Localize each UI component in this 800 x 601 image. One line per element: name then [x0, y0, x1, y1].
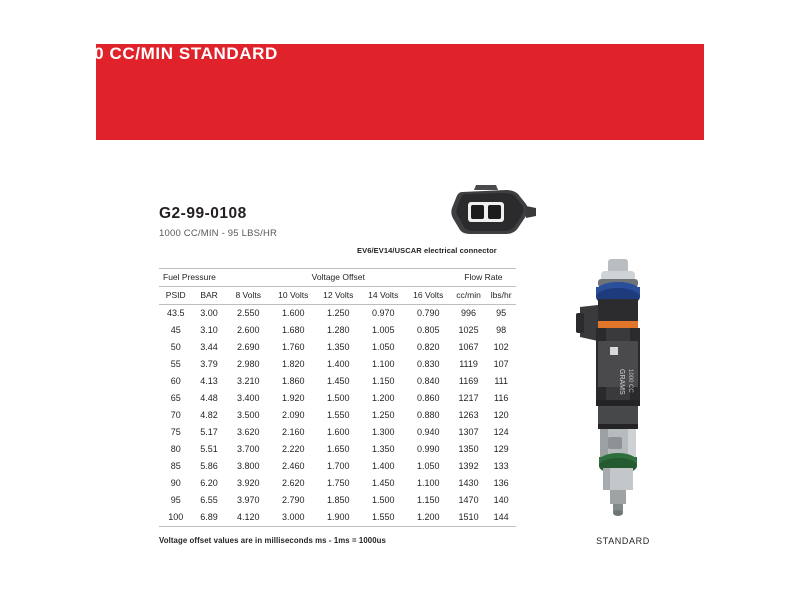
- cell-bar: 6.55: [200, 495, 218, 505]
- table-row: [159, 322, 516, 339]
- connector-image: [440, 182, 670, 247]
- cell-psid: 45: [170, 325, 181, 335]
- cell-v16: 1.050: [417, 461, 440, 471]
- cell-ccmin: 1067: [458, 342, 479, 352]
- cell-ccmin: 1217: [458, 393, 479, 403]
- cell-lbshr: 140: [493, 495, 509, 505]
- table-row: [159, 356, 516, 373]
- cell-v16: 0.820: [417, 342, 440, 352]
- cell-bar: 6.89: [192, 509, 225, 527]
- cell-v8: 2.980: [236, 359, 260, 369]
- cell-bar: 3.44: [200, 342, 218, 352]
- cell-lbshr: 95: [496, 308, 507, 318]
- cell-v8: 3.210: [236, 376, 260, 386]
- svg-text:1000 CC: 1000 CC: [627, 369, 633, 393]
- cell-lbshr: 120: [493, 410, 509, 420]
- cell-bar: 4.82: [200, 410, 218, 420]
- column-header-lbshr: lbs/hr: [486, 287, 516, 305]
- cell-v10: 1.860: [281, 376, 305, 386]
- column-header-8-volts: 8 Volts: [226, 287, 271, 305]
- cell-ccmin: 1025: [458, 325, 479, 335]
- cell-v10: 2.090: [281, 410, 305, 420]
- table-group-header-row: [159, 269, 516, 287]
- spec-table: [159, 268, 516, 527]
- cell-bar: 5.17: [200, 427, 218, 437]
- cell-lbshr: 129: [493, 444, 509, 454]
- cell-v12: 1.350: [327, 342, 350, 352]
- cell-v8: 3.700: [236, 444, 260, 454]
- cell-psid: 65: [170, 393, 181, 403]
- column-header-10-volts: 10 Volts: [271, 287, 316, 305]
- cell-v14: 1.450: [372, 478, 395, 488]
- cell-lbshr: 107: [493, 359, 509, 369]
- table-row: [159, 475, 516, 492]
- cell-v16: 0.840: [417, 376, 440, 386]
- cell-lbshr: 124: [493, 427, 509, 437]
- column-header-psid: PSID: [159, 287, 192, 305]
- cell-v12: 1.280: [327, 325, 350, 335]
- table-row: [159, 373, 516, 390]
- table-header-row: [159, 287, 516, 305]
- cell-v12: 1.250: [327, 308, 350, 318]
- cell-psid: 50: [170, 342, 181, 352]
- cell-v14: 1.400: [372, 461, 395, 471]
- cell-v12: 1.850: [327, 495, 350, 505]
- cell-v10: 2.790: [281, 495, 305, 505]
- group-header-voltage-offset: Voltage Offset: [226, 269, 451, 287]
- cell-v16: 1.200: [406, 509, 451, 527]
- cell-ccmin: 1263: [458, 410, 479, 420]
- cell-psid: 85: [170, 461, 181, 471]
- table-row: [159, 407, 516, 424]
- cell-v14: 1.250: [372, 410, 395, 420]
- cell-v12: 1.600: [327, 427, 350, 437]
- group-header-fuel-pressure: Fuel Pressure: [159, 269, 226, 287]
- cell-bar: 3.79: [200, 359, 218, 369]
- cell-ccmin: 1307: [458, 427, 479, 437]
- cell-psid: 70: [170, 410, 181, 420]
- cell-psid: 55: [170, 359, 181, 369]
- cell-lbshr: 136: [493, 478, 509, 488]
- cell-v16: 0.790: [417, 308, 440, 318]
- cell-v12: 1.750: [327, 478, 350, 488]
- cell-lbshr: 111: [494, 376, 508, 386]
- svg-text:GRAMS: GRAMS: [618, 369, 625, 395]
- cell-v8: 3.400: [236, 393, 260, 403]
- cell-v12: 1.550: [327, 410, 350, 420]
- cell-v12: 1.500: [327, 393, 350, 403]
- cell-v16: 1.100: [417, 478, 440, 488]
- cell-psid: 80: [170, 444, 181, 454]
- cell-ccmin: 1392: [458, 461, 479, 471]
- cell-v14: 1.100: [372, 359, 395, 369]
- cell-v14: 1.005: [372, 325, 395, 335]
- cell-v10: 2.160: [281, 427, 305, 437]
- cell-bar: 5.86: [200, 461, 218, 471]
- cell-psid: 100: [159, 509, 192, 527]
- cell-v8: 3.620: [236, 427, 260, 437]
- column-header-14-volts: 14 Volts: [361, 287, 406, 305]
- cell-v10: 3.000: [271, 509, 316, 527]
- cell-v16: 0.860: [417, 393, 440, 403]
- injector-image: [540, 255, 720, 555]
- cell-lbshr: 133: [493, 461, 509, 471]
- column-header-ccmin: cc/min: [451, 287, 487, 305]
- page-title: 1000 CC/MIN STANDARD: [64, 44, 278, 63]
- cell-v10: 2.220: [281, 444, 305, 454]
- cell-v12: 1.700: [327, 461, 350, 471]
- cell-ccmin: 996: [461, 308, 477, 318]
- cell-v14: 1.350: [372, 444, 395, 454]
- table-row: [159, 424, 516, 441]
- cell-lbshr: 116: [493, 393, 509, 403]
- table-row: [159, 390, 516, 407]
- connector-caption: EV6/EV14/USCAR electrical connector: [357, 246, 497, 255]
- cell-ccmin: 1470: [458, 495, 479, 505]
- cell-lbshr: 144: [486, 509, 516, 527]
- footnote: Voltage offset values are in milliseconds ms - 1ms = 1000us: [159, 536, 386, 545]
- cell-v16: 1.150: [417, 495, 440, 505]
- table-row: [159, 509, 516, 527]
- cell-v8: 3.970: [236, 495, 260, 505]
- cell-bar: 4.48: [200, 393, 218, 403]
- cell-v14: 1.550: [361, 509, 406, 527]
- part-subtitle: 1000 CC/MIN - 95 LBS/HR: [159, 228, 278, 239]
- cell-lbshr: 98: [496, 325, 507, 335]
- cell-ccmin: 1119: [459, 359, 478, 369]
- cell-v14: 1.150: [372, 376, 395, 386]
- fuel-injector-icon: [540, 255, 720, 555]
- cell-ccmin: 1430: [458, 478, 479, 488]
- cell-bar: 6.20: [200, 478, 218, 488]
- cell-v14: 1.050: [372, 342, 395, 352]
- cell-ccmin: 1169: [458, 376, 479, 386]
- cell-v16: 0.940: [417, 427, 440, 437]
- cell-v12: 1.450: [327, 376, 350, 386]
- cell-v10: 1.680: [281, 325, 305, 335]
- cell-v8: 2.600: [236, 325, 260, 335]
- cell-bar: 4.13: [200, 376, 218, 386]
- cell-v10: 1.760: [281, 342, 305, 352]
- cell-v10: 2.620: [281, 478, 305, 488]
- cell-v12: 1.650: [327, 444, 350, 454]
- part-number: G2-99-0108: [159, 205, 247, 222]
- column-header-12-volts: 12 Volts: [316, 287, 361, 305]
- cell-lbshr: 102: [493, 342, 509, 352]
- cell-v8: 2.550: [236, 308, 260, 318]
- cell-bar: 3.10: [200, 325, 218, 335]
- cell-v10: 1.920: [281, 393, 305, 403]
- cell-v14: 1.200: [372, 393, 395, 403]
- cell-ccmin: 1510: [451, 509, 487, 527]
- cell-psid: 60: [170, 376, 181, 386]
- table-row: [159, 339, 516, 356]
- cell-v14: 1.300: [372, 427, 395, 437]
- table-row: [159, 492, 516, 509]
- cell-bar: 5.51: [200, 444, 218, 454]
- cell-v16: 0.990: [417, 444, 440, 454]
- column-header-bar: BAR: [192, 287, 225, 305]
- cell-bar: 3.00: [200, 308, 218, 318]
- table-row: [159, 305, 516, 323]
- cell-v8: 2.690: [236, 342, 260, 352]
- column-header-16-volts: 16 Volts: [406, 287, 451, 305]
- cell-psid: 90: [170, 478, 181, 488]
- cell-v16: 0.830: [417, 359, 440, 369]
- cell-v12: 1.900: [316, 509, 361, 527]
- cell-v16: 0.805: [417, 325, 440, 335]
- cell-v8: 4.120: [226, 509, 271, 527]
- cell-v10: 1.600: [281, 308, 305, 318]
- cell-v10: 2.460: [281, 461, 305, 471]
- cell-v16: 0.880: [417, 410, 440, 420]
- cell-v10: 1.820: [281, 359, 305, 369]
- cell-v12: 1.400: [327, 359, 350, 369]
- cell-ccmin: 1350: [458, 444, 479, 454]
- injector-connector-icon: [440, 182, 550, 242]
- table-row: [159, 458, 516, 475]
- cell-v14: 0.970: [372, 308, 395, 318]
- cell-v8: 3.500: [236, 410, 260, 420]
- table-row: [159, 441, 516, 458]
- cell-v8: 3.800: [236, 461, 260, 471]
- group-header-flow-rate: Flow Rate: [451, 269, 516, 287]
- cell-v14: 1.500: [372, 495, 395, 505]
- injector-caption: STANDARD: [596, 536, 650, 546]
- cell-psid: 75: [170, 427, 181, 437]
- cell-psid: 95: [170, 495, 181, 505]
- cell-psid: 43.5: [166, 308, 185, 318]
- cell-v8: 3.920: [236, 478, 260, 488]
